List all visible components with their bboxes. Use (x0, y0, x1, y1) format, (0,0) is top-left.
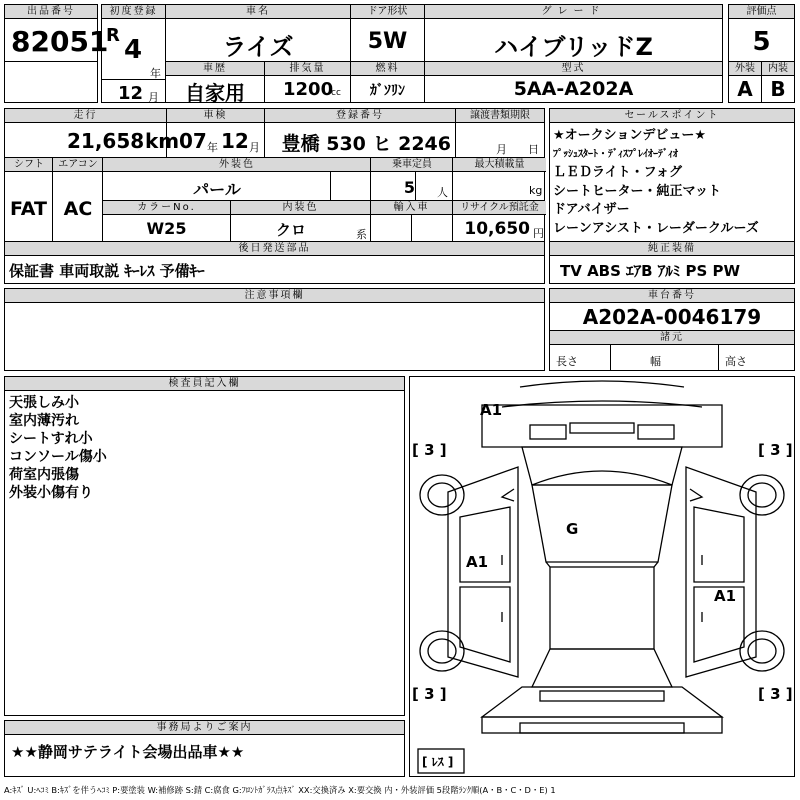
capacity-unit: 人 (437, 186, 448, 199)
history-cell (165, 61, 265, 103)
first-reg-era: R (106, 25, 120, 46)
damage-mark: A1 (480, 401, 503, 419)
shift: FAT (10, 198, 47, 220)
model-code-label: 型式 (425, 62, 722, 76)
interior-grade-label: 内装 (762, 62, 794, 76)
grade: ハイブリッドZ (494, 33, 653, 61)
color-number: W25 (146, 219, 187, 238)
tire-rating-rear-left: [ 3 ] (412, 685, 447, 703)
fuel: ｶﾞｿﾘﾝ (370, 83, 405, 99)
tire-rating-front-left: [ 3 ] (412, 441, 447, 459)
lot-number: 82051 (11, 25, 109, 58)
capacity-label: 乗車定員 (371, 158, 453, 172)
max-load-label: 最大積載量 (453, 158, 546, 172)
interior-grade-cell (761, 61, 795, 103)
inspection-year: 07 (179, 129, 207, 153)
exterior-grade-label: 外装 (729, 62, 761, 76)
displacement-unit: cc (331, 88, 341, 98)
lot-number-cell (4, 4, 109, 62)
inspector-note: 天張しみ小 (9, 395, 79, 411)
sales-point: シートヒーター・純正マット (553, 183, 721, 199)
history-label: 車歴 (166, 62, 264, 76)
transfer-deadline-label: 譲渡書類期限 (456, 109, 544, 123)
tire-rating-front-right: [ 3 ] (758, 441, 793, 459)
sales-point: レーンアシスト・レーダークルーズ (553, 220, 759, 236)
height-label: 高さ (725, 355, 747, 368)
spare-tire-rating: [ ﾚｽ ] (422, 755, 454, 769)
chassis-label: 車台番号 (550, 289, 794, 303)
inspector-notes-list (9, 394, 107, 502)
first-reg-year-unit: 年 (150, 67, 161, 80)
body-info-block (4, 157, 545, 242)
import-label: 輸入車 (371, 201, 452, 215)
chassis-cell (549, 288, 795, 371)
exterior-grade-cell (728, 61, 762, 103)
inspector-note: 荷室内張傷 (9, 467, 79, 483)
factory-equipment-label: 純正装備 (550, 242, 794, 256)
transfer-day-unit: 日 (528, 143, 539, 156)
inspection-label: 車検 (167, 109, 264, 123)
fuel-label: 燃料 (351, 62, 424, 76)
shift-label: シフト (5, 158, 53, 172)
exterior-color-label: 外装色 (103, 158, 371, 172)
interior-color-suffix: 系 (356, 228, 367, 241)
exterior-grade: A (737, 77, 753, 101)
grade-cell (424, 4, 723, 62)
inspector-notes-label: 検査員記入欄 (5, 377, 404, 391)
tire-rating-rear-right: [ 3 ] (758, 685, 793, 703)
first-registration-cell (101, 4, 166, 103)
transfer-month-unit: 月 (496, 143, 507, 156)
car-name-label: 車名 (166, 5, 350, 19)
inspector-note: 室内薄汚れ (9, 413, 79, 429)
history: 自家用 (185, 81, 245, 105)
sales-point: ＬＥＤライト・フォグ (553, 165, 682, 180)
legend: A:ｷｽﾞ U:ﾍｺﾐ B:ｷｽﾞを伴うﾍｺﾐ P:要塗装 W:補修跡 S:錆 C:腐食 G:ﾌﾛﾝﾄｶﾞﾗｽ点ｷｽﾞ XX:交換済み X:要交換 内・外装評価 5段階ﾗﾝｸ順(A・B・C・D・E) 1 (4, 785, 556, 795)
inspection-cell (166, 108, 265, 158)
inspector-note: 外装小傷有り (9, 485, 93, 501)
notes-cell (4, 288, 545, 371)
damage-mark: G (566, 520, 579, 538)
transfer-deadline-cell (455, 108, 545, 158)
sales-points-label: セールスポイント (550, 109, 794, 123)
recycle-label: リサイクル預託金 (453, 201, 546, 215)
exterior-color: パール (193, 180, 241, 199)
max-load-unit: kg (529, 184, 543, 197)
recycle-fee: 10,650 (464, 219, 530, 239)
chassis-number: A202A-0046179 (582, 305, 762, 329)
first-reg-month: 12 (118, 83, 144, 104)
displacement: 1200 (283, 79, 334, 100)
sales-point: ﾌﾟｯｼｭｽﾀｰﾄ・ﾃﾞｨｽﾌﾟﾚｲｵｰﾃﾞｨｵ (553, 148, 678, 160)
door-label: ドア形状 (351, 5, 424, 19)
lot-number-label: 出品番号 (5, 5, 97, 19)
car-name-cell (165, 4, 351, 62)
inspection-month: 12 (221, 129, 249, 153)
model-code-cell (424, 61, 723, 103)
office-note-cell (4, 720, 405, 777)
mileage-cell (4, 108, 180, 158)
interior-color: クロ (275, 221, 306, 239)
sales-point: ★オークションデビュー★ (553, 128, 707, 143)
damage-mark: A1 (714, 587, 737, 605)
aircon-label: エアコン (53, 158, 103, 172)
first-reg-year: 4 (124, 35, 143, 65)
inspector-notes-cell (4, 376, 405, 716)
mileage-label: 走行 (5, 109, 166, 123)
aircon: AC (63, 198, 93, 220)
registration-number-label: 登録番号 (265, 109, 455, 123)
capacity: 5 (403, 178, 415, 197)
later-parts-label: 後日発送部品 (5, 242, 544, 256)
car-name: ライズ (222, 33, 294, 61)
later-parts-cell (4, 241, 545, 284)
registration-number: 豊橋 530 ヒ 2246 (281, 133, 451, 155)
inspection-month-unit: 月 (249, 141, 260, 154)
score-label: 評価点 (729, 5, 794, 19)
displacement-cell (264, 61, 351, 103)
mileage-unit: km (145, 129, 180, 153)
grade-label: グレード (425, 5, 722, 19)
office-note: ★★静岡サテライト会場出品車★★ (11, 743, 245, 761)
recycle-unit: 円 (533, 227, 544, 240)
interior-color-label: 内装色 (231, 201, 370, 215)
sales-points-cell (549, 108, 795, 242)
model-code: 5AA-A202A (513, 78, 634, 100)
inspector-note: コンソール傷小 (9, 449, 107, 465)
damage-diagram (409, 376, 795, 777)
car-outline (410, 377, 794, 776)
mileage: 21,658 (67, 129, 145, 153)
fuel-cell (350, 61, 425, 103)
later-parts: 保証書 車両取説 ｷｰﾚｽ 予備ｷｰ (9, 262, 205, 280)
first-reg-month-unit: 月 (148, 91, 159, 104)
width-label: 幅 (650, 355, 661, 368)
office-note-label: 事務局よりご案内 (5, 721, 404, 735)
lot-number-lower (4, 61, 98, 103)
registration-number-cell (264, 108, 456, 158)
sales-point: ドアバイザー (553, 202, 630, 217)
length-label: 長さ (556, 355, 578, 368)
notes-label: 注意事項欄 (5, 289, 544, 303)
factory-equipment-cell (549, 241, 795, 284)
interior-grade: B (770, 77, 786, 101)
specs-label: 諸元 (550, 331, 794, 345)
first-registration-label: 初度登録 (102, 5, 165, 19)
inspection-year-unit: 年 (207, 141, 218, 154)
displacement-label: 排気量 (265, 62, 350, 76)
door-cell (350, 4, 425, 62)
score: 5 (752, 27, 771, 57)
color-number-label: カラーNo. (103, 201, 230, 215)
factory-equipment: TV ABS ｴｱB ｱﾙﾐ PS PW (560, 262, 741, 280)
inspector-note: シートすれ小 (9, 431, 93, 447)
door-type: 5W (367, 29, 408, 54)
sales-points-list (553, 127, 794, 238)
damage-mark: A1 (466, 553, 489, 571)
score-cell (728, 4, 795, 62)
